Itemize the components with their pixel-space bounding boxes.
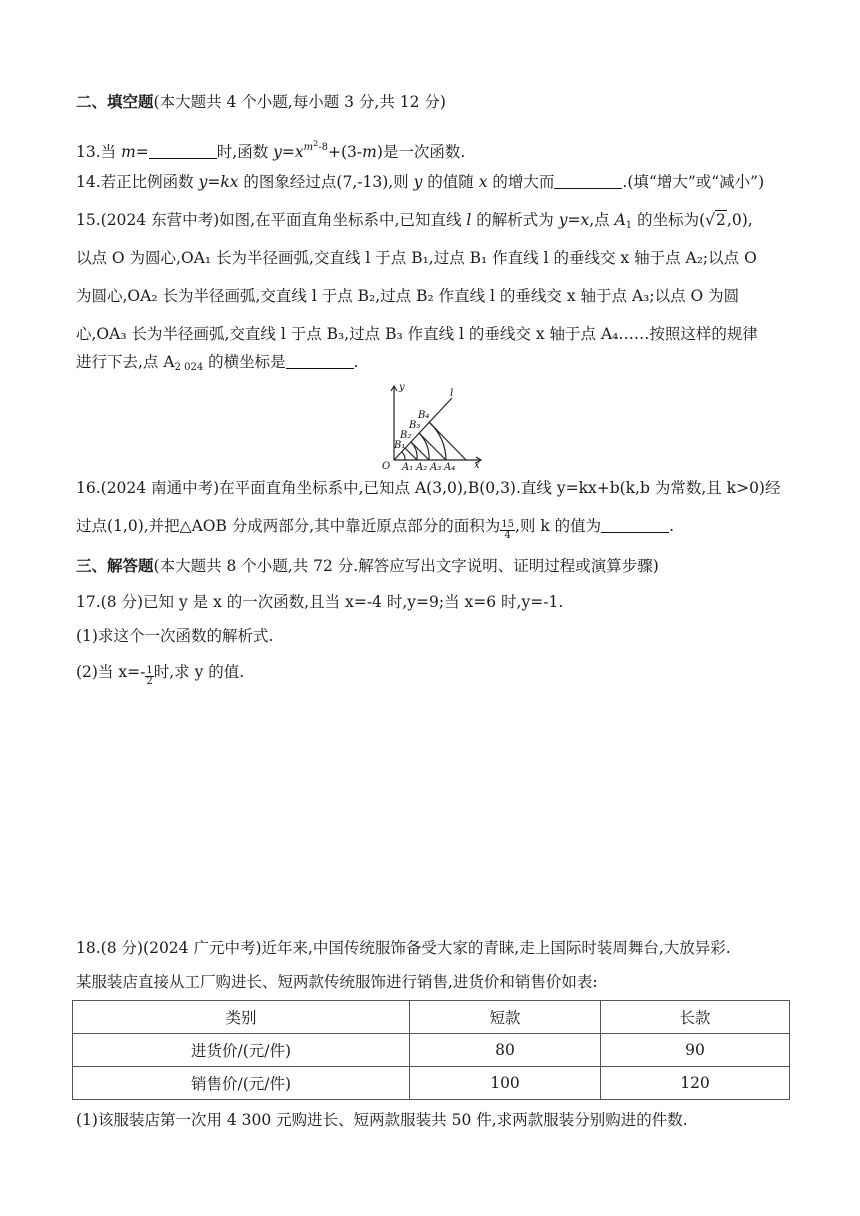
q15-text: ,0), bbox=[726, 211, 753, 229]
sqrt-radicand: 2 bbox=[716, 211, 726, 229]
table-cell: 90 bbox=[601, 1034, 790, 1067]
table-cell: 100 bbox=[410, 1067, 601, 1100]
q15-subscript: 2 024 bbox=[174, 362, 204, 373]
section-note: (本大题共 8 个小题,共 72 分.解答应写出文字说明、证明过程或演算步骤) bbox=[153, 557, 659, 575]
answer-blank[interactable] bbox=[286, 354, 354, 369]
q13-var: m bbox=[362, 143, 377, 161]
q13-text: = bbox=[281, 143, 295, 161]
table-cell: 销售价/(元/件) bbox=[73, 1067, 410, 1100]
table-header-row bbox=[73, 1001, 790, 1034]
q15-var: y=x bbox=[558, 211, 590, 229]
question-16-line-1: 16.(2024 南通中考)在平面直角坐标系中,已知点 A(3,0),B(0,3).直线 y=kx+b(k,b 为常数,且 k>0)经 bbox=[76, 479, 781, 497]
table-cell: 80 bbox=[410, 1034, 601, 1067]
exp-var: m bbox=[303, 142, 314, 153]
q15-text: 的解析式为 bbox=[471, 211, 559, 229]
question-17-line-1: 17.(8 分)已知 y 是 x 的一次函数,且当 x=-4 时,y=9;当 x=6 时,y=-1. bbox=[76, 593, 564, 611]
fraction bbox=[500, 520, 515, 541]
label-b4: B₄ bbox=[418, 410, 430, 421]
q14-var: kx bbox=[220, 173, 239, 191]
label-a3: A₃ bbox=[430, 462, 442, 470]
table-header: 短款 bbox=[410, 1001, 601, 1034]
answer-blank[interactable] bbox=[601, 518, 669, 533]
answer-blank[interactable] bbox=[149, 144, 217, 159]
question-14 bbox=[76, 172, 764, 192]
label-b1: B₁ bbox=[394, 440, 406, 451]
q13-var: m bbox=[121, 143, 136, 161]
q13-text: 13.当 bbox=[76, 143, 122, 161]
question-15-line-3: 为圆心,OA₂ 长为半径画弧,交直线 l 于点 B₂,过点 B₂ 作直线 l 的垂线交 x 轴于点 A₃;以点 O 为圆 bbox=[76, 287, 740, 305]
arc-4 bbox=[429, 422, 446, 460]
label-a2: A₂ bbox=[416, 462, 428, 470]
question-16-line-2 bbox=[76, 516, 674, 541]
question-17-part-1: (1)求这个一次函数的解析式. bbox=[76, 627, 274, 645]
q13-text: 时,函数 bbox=[216, 143, 274, 161]
q15-text: 15.(2024 东营中考)如图,在平面直角坐标系中,已知直线 bbox=[76, 211, 467, 229]
q14-text: .(填“增大”或“减小”) bbox=[622, 173, 765, 191]
question-15-line-4: 心,OA₃ 长为半径画弧,交直线 l 于点 B₃,过点 B₃ 作直线 l 的垂线交 x 轴于点 A₄……按照这样的规律 bbox=[76, 325, 758, 343]
q14-text: 的值随 bbox=[422, 173, 479, 191]
q16-text: 过点(1,0),并把△AOB 分成两部分,其中靠近原点部分的面积为 bbox=[76, 517, 501, 535]
arc-3 bbox=[419, 433, 429, 460]
q13-text: +(3- bbox=[327, 143, 363, 161]
q15-text: 进行下去,点 A bbox=[76, 353, 175, 371]
q15-var: l bbox=[466, 211, 472, 229]
q14-text: 的增大而 bbox=[487, 173, 555, 191]
sqrt-symbol: √2 bbox=[705, 211, 726, 229]
question-15-line-1 bbox=[76, 210, 753, 236]
q16-text: . bbox=[669, 517, 675, 535]
q13-exponent bbox=[303, 139, 328, 153]
fraction bbox=[145, 666, 153, 687]
table-row bbox=[73, 1067, 790, 1100]
q13-var: x bbox=[294, 143, 304, 161]
label-o: O bbox=[382, 461, 391, 470]
table-cell: 进货价/(元/件) bbox=[73, 1034, 410, 1067]
q15-figure bbox=[366, 380, 490, 470]
q14-text: 的图象经过点(7,-13),则 bbox=[238, 173, 414, 191]
question-15-line-5 bbox=[76, 352, 359, 378]
arc-1 bbox=[402, 452, 405, 460]
answer-blank[interactable] bbox=[554, 174, 622, 189]
q15-text: ,点 bbox=[589, 211, 615, 229]
q14-var: y bbox=[413, 173, 423, 191]
label-a4: A₄ bbox=[444, 462, 456, 470]
label-b2: B₂ bbox=[400, 430, 412, 441]
q15-subscript: 1 bbox=[625, 220, 633, 231]
fraction-numerator: 1 bbox=[146, 665, 153, 676]
section-title: 二、填空题 bbox=[76, 93, 154, 111]
question-17-part-2 bbox=[76, 662, 244, 687]
fraction-denominator: 2 bbox=[146, 676, 153, 687]
label-b3: B₃ bbox=[409, 420, 421, 431]
label-a1: A₁ bbox=[402, 462, 414, 470]
perpendicular-b1 bbox=[405, 448, 417, 460]
section-heading-fill-in bbox=[76, 92, 446, 112]
fraction-denominator: 4 bbox=[504, 530, 511, 541]
q13-text: )是一次函数. bbox=[376, 143, 466, 161]
price-table bbox=[72, 1000, 790, 1100]
q14-text: = bbox=[207, 173, 221, 191]
section-title: 三、解答题 bbox=[76, 557, 154, 575]
q15-var: A bbox=[614, 211, 626, 229]
question-13 bbox=[76, 134, 465, 162]
label-l: l bbox=[450, 388, 454, 399]
q17-text: 时,求 y 的值. bbox=[153, 663, 245, 681]
table-row bbox=[73, 1034, 790, 1067]
q17-text: (2)当 x=- bbox=[76, 663, 146, 681]
q14-var: x bbox=[478, 173, 488, 191]
q15-text: 的坐标为( bbox=[632, 211, 706, 229]
section-heading-solve bbox=[76, 556, 659, 576]
q15-text: . bbox=[353, 353, 359, 371]
exp-tail: -8 bbox=[318, 142, 328, 153]
q14-text: 14.若正比例函数 bbox=[76, 173, 199, 191]
q16-text: ,则 k 的值为 bbox=[514, 517, 602, 535]
q13-var: y bbox=[273, 143, 282, 161]
section-note: (本大题共 4 个小题,每小题 3 分,共 12 分) bbox=[153, 93, 446, 111]
exp-power: 2 bbox=[313, 139, 319, 148]
q13-text: = bbox=[135, 143, 149, 161]
q15-text: 的横坐标是 bbox=[203, 353, 286, 371]
question-18-part-1: (1)该服装店第一次用 4 300 元购进长、短两款服装共 50 件,求两款服装分别购进的件数. bbox=[76, 1111, 688, 1129]
table-header: 长款 bbox=[601, 1001, 790, 1034]
label-x: x bbox=[474, 460, 480, 470]
question-18-line-1: 18.(8 分)(2024 广元中考)近年来,中国传统服饰备受大家的青睐,走上国际时装周舞台,大放异彩. bbox=[76, 939, 731, 957]
question-15-line-2: 以点 O 为圆心,OA₁ 长为半径画弧,交直线 l 于点 B₁,过点 B₁ 作直线 l 的垂线交 x 轴于点 A₂;以点 O bbox=[76, 249, 757, 267]
table-header: 类别 bbox=[73, 1001, 410, 1034]
label-y: y bbox=[399, 382, 405, 393]
q14-var: y bbox=[198, 173, 208, 191]
table-cell: 120 bbox=[601, 1067, 790, 1100]
fraction-numerator: 15 bbox=[501, 519, 514, 530]
question-18-line-2: 某服装店直接从工厂购进长、短两款传统服饰进行销售,进货价和销售价如表: bbox=[76, 973, 598, 991]
